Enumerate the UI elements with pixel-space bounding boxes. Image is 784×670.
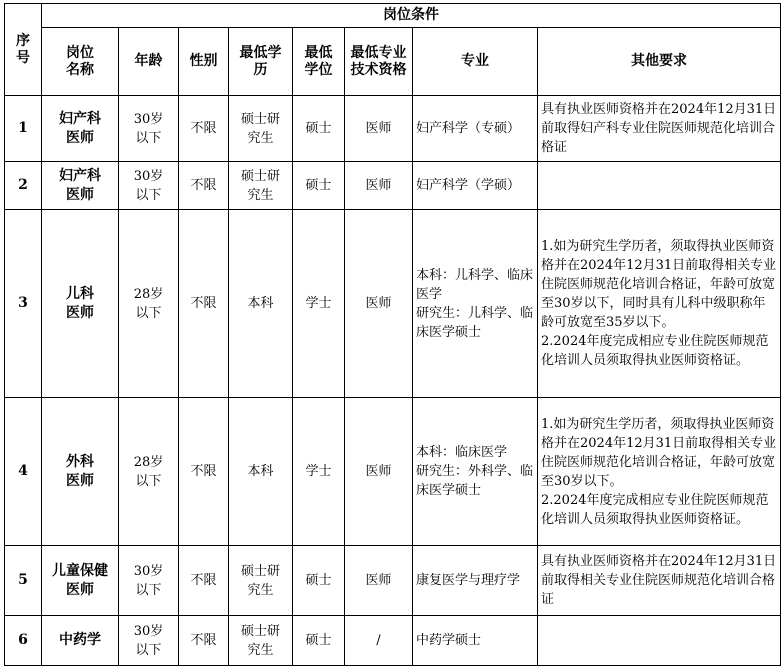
row-edu: 硕士研究生	[229, 96, 293, 162]
row-no: 6	[5, 616, 42, 666]
header-age: 年龄	[119, 28, 179, 96]
row-degree: 学士	[293, 210, 345, 398]
row-other	[538, 162, 781, 210]
row-other: 具有执业医师资格并在2024年12月31日前取得相关专业住院医师规范化培训合格证	[538, 546, 781, 616]
row-gender: 不限	[179, 398, 229, 546]
table-row	[5, 398, 781, 546]
row-major: 妇产科学（学硕）	[413, 162, 538, 210]
row-other	[538, 616, 781, 666]
row-major: 康复医学与理疗学	[413, 546, 538, 616]
row-gender: 不限	[179, 96, 229, 162]
row-gender: 不限	[179, 616, 229, 666]
row-tech: 医师	[345, 398, 413, 546]
row-degree: 硕士	[293, 616, 345, 666]
row-title: 妇产科医师	[42, 162, 119, 210]
row-gender: 不限	[179, 162, 229, 210]
row-no: 5	[5, 546, 42, 616]
header-min-degree: 最低学位	[293, 28, 345, 96]
row-other: 1.如为研究生学历者，须取得执业医师资格并在2024年12月31日前取得相关专业住院医师规范化培训合格证，年龄可放宽至30岁以下，同时具有儿科中级职称年龄可放宽至35岁以下。 2.2024年度完成相应专业住院医师规范化培训人员须取得执业医师资格证。	[538, 210, 781, 398]
table-row	[5, 210, 781, 398]
row-age: 30岁以下	[119, 96, 179, 162]
row-edu: 本科	[229, 398, 293, 546]
row-no: 3	[5, 210, 42, 398]
row-edu: 硕士研究生	[229, 616, 293, 666]
table-row	[5, 616, 781, 666]
header-min-tech: 最低专业技术资格	[345, 28, 413, 96]
row-major: 本科：临床医学 研究生：外科学、临床医学硕士	[413, 398, 538, 546]
table-row	[5, 162, 781, 210]
row-degree: 硕士	[293, 96, 345, 162]
row-tech: 医师	[345, 546, 413, 616]
row-edu: 本科	[229, 210, 293, 398]
row-age: 30岁以下	[119, 162, 179, 210]
header-row	[5, 28, 781, 96]
row-edu: 硕士研究生	[229, 162, 293, 210]
row-title: 妇产科医师	[42, 96, 119, 162]
row-no: 1	[5, 96, 42, 162]
header-title: 岗位名称	[42, 28, 119, 96]
row-other: 1.如为研究生学历者，须取得执业医师资格并在2024年12月31日前取得相关专业住院医师规范化培训合格证，年龄可放宽至30岁以下。 2.2024年度完成相应专业住院医师规范化培训人员须取得执业医师资格证。	[538, 398, 781, 546]
header-other: 其他要求	[538, 28, 781, 96]
row-degree: 硕士	[293, 546, 345, 616]
row-major: 本科：儿科学、临床医学 研究生：儿科学、临床医学硕士	[413, 210, 538, 398]
row-tech: /	[345, 616, 413, 666]
row-no: 4	[5, 398, 42, 546]
row-degree: 硕士	[293, 162, 345, 210]
row-tech: 医师	[345, 210, 413, 398]
row-title: 中药学	[42, 616, 119, 666]
row-other: 具有执业医师资格并在2024年12月31日前取得妇产科专业住院医师规范化培训合格证	[538, 96, 781, 162]
row-gender: 不限	[179, 546, 229, 616]
row-no: 2	[5, 162, 42, 210]
header-group: 岗位条件	[42, 4, 781, 28]
row-age: 30岁以下	[119, 616, 179, 666]
header-no: 序号	[5, 4, 42, 96]
row-title: 儿童保健医师	[42, 546, 119, 616]
table-row	[5, 96, 781, 162]
row-title: 儿科医师	[42, 210, 119, 398]
row-age: 28岁以下	[119, 210, 179, 398]
row-edu: 硕士研究生	[229, 546, 293, 616]
header-major: 专业	[413, 28, 538, 96]
table-row	[5, 546, 781, 616]
row-major: 妇产科学（专硕）	[413, 96, 538, 162]
row-gender: 不限	[179, 210, 229, 398]
header-group-row	[5, 4, 781, 28]
row-tech: 医师	[345, 96, 413, 162]
row-title: 外科医师	[42, 398, 119, 546]
row-degree: 学士	[293, 398, 345, 546]
row-tech: 医师	[345, 162, 413, 210]
header-min-edu: 最低学历	[229, 28, 293, 96]
row-major: 中药学硕士	[413, 616, 538, 666]
row-age: 30岁以下	[119, 546, 179, 616]
row-age: 28岁以下	[119, 398, 179, 546]
header-gender: 性别	[179, 28, 229, 96]
job-requirements-table	[4, 3, 781, 666]
